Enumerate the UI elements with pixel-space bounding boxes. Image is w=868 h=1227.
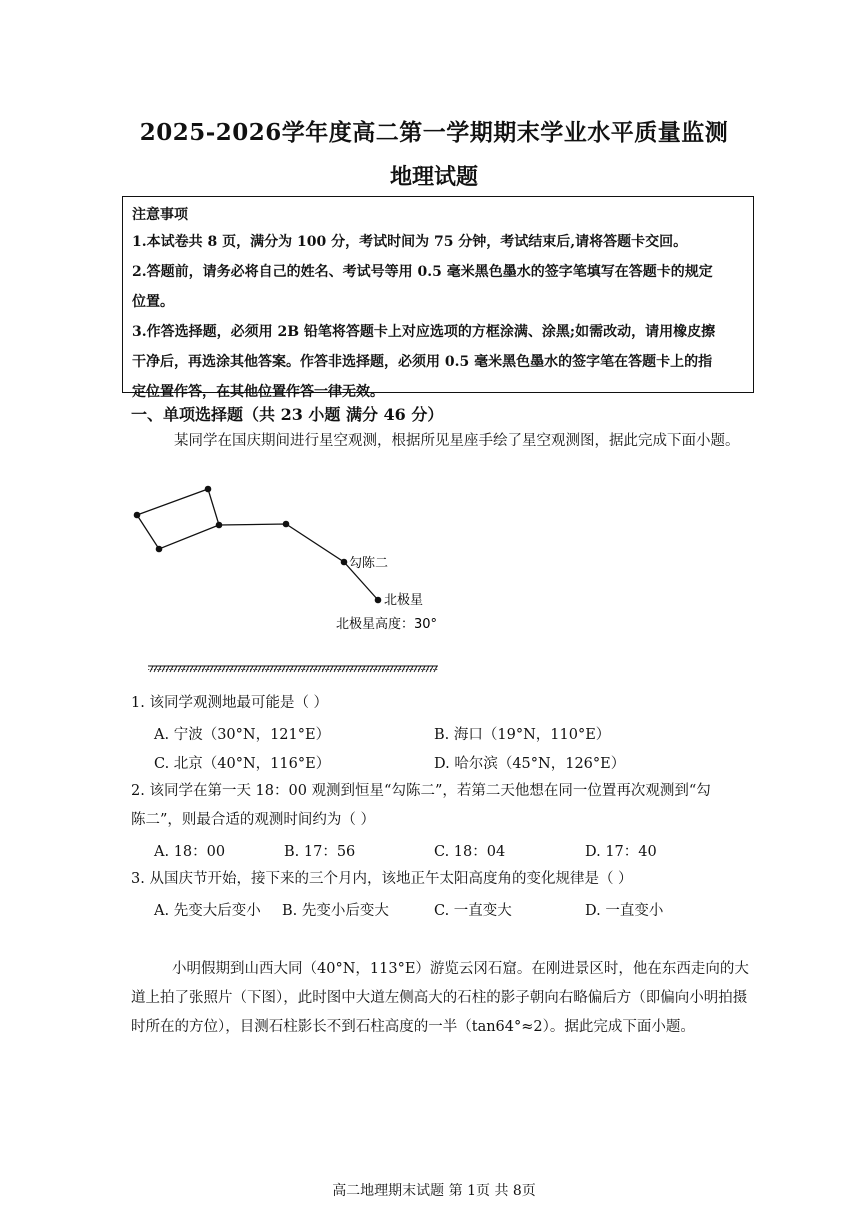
notice-line: 定位置作答，在其他位置作答一律无效。 <box>132 384 384 400</box>
q2-option-c[interactable]: C. 18：04 <box>434 844 506 860</box>
exam-title: 2025-2026学年度高二第一学期期末学业水平质量监测 <box>139 119 729 146</box>
q3-option-b[interactable]: B. 先变小后变大 <box>282 903 389 919</box>
star-dot <box>216 522 223 529</box>
q1-option-a[interactable]: A. 宁波（30°N，121°E） <box>154 727 331 743</box>
star-dot-polaris <box>375 597 382 604</box>
q2-option-a[interactable]: A. 18：00 <box>154 844 226 860</box>
exam-subject: 地理试题 <box>389 164 478 190</box>
star-dot <box>156 546 163 553</box>
question-1-stem: 1. 该同学观测地最可能是（ ） <box>131 695 329 711</box>
star-dot-gouchen <box>341 559 348 566</box>
q3-option-d[interactable]: D. 一直变小 <box>585 903 664 919</box>
star-label-polaris: 北极星 <box>384 593 424 608</box>
q2-option-d[interactable]: D. 17：40 <box>585 844 657 860</box>
q1-option-c[interactable]: C. 北京（40°N，116°E） <box>154 756 331 772</box>
figure-caption: 北极星高度：30° <box>336 617 438 632</box>
star-map-figure <box>120 478 460 678</box>
notice-line: 2.答题前，请务必将自己的姓名、考试号等用 0.5 毫米黑色墨水的签字笔填写在答题卡的规定 <box>132 264 713 280</box>
page-footer: 高二地理期末试题 第 1页 共 8页 <box>332 1183 536 1199</box>
section-intro: 某同学在国庆期间进行星空观测，根据所见星座手绘了星空观测图，据此完成下面小题。 <box>174 433 740 449</box>
notice-line: 1.本试卷共 8 页，满分为 100 分，考试时间为 75 分钟，考试结束后,请将答题卡交回。 <box>132 234 688 250</box>
question-3-stem: 3. 从国庆节开始，接下来的三个月内，该地正午太阳高度角的变化规律是（ ） <box>131 871 633 887</box>
q1-option-d[interactable]: D. 哈尔滨（45°N，126°E） <box>434 756 626 772</box>
q3-option-c[interactable]: C. 一直变大 <box>434 903 512 919</box>
star-dot <box>205 486 212 493</box>
question-2-stem: 2. 该同学在第一天 18：00 观测到恒星“勾陈二”，若第二天他想在同一位置再次观测到“勾 <box>131 783 711 799</box>
section-heading: 一、单项选择题（共 23 小题 满分 46 分） <box>131 405 444 424</box>
notice-box <box>122 196 754 400</box>
q1-option-b[interactable]: B. 海口（19°N，110°E） <box>434 727 611 743</box>
q2-option-b[interactable]: B. 17：56 <box>284 844 356 860</box>
q3-option-a[interactable]: A. 先变大后变小 <box>154 903 261 919</box>
star-dot <box>134 512 141 519</box>
notice-line: 3.作答选择题，必须用 2B 铅笔将答题卡上对应选项的方框涂满、涂黑;如需改动，请用橡皮擦 <box>132 324 716 340</box>
question-2-stem-cont: 陈二”，则最合适的观测时间约为（ ） <box>131 812 376 828</box>
passage-2: 小明假期到山西大同（40°N，113°E）游览云冈石窟。在刚进景区时，他在东西走向的大道上拍了张照片（下图），此时图中大道左侧高大的石柱的影子朝向右略偏后方（即偏向小明拍摄时所在的方位），目测石柱影长不到石柱高度的一半（tan64°≈2）。据此完成下面小题。 <box>131 961 749 1035</box>
notice-line: 干净后，再选涂其他答案。作答非选择题，必须用 0.5 毫米黑色墨水的签字笔在答题卡上的指 <box>132 354 713 370</box>
ground-hatch <box>150 666 437 672</box>
star-label-gouchen: 勾陈二 <box>349 556 389 571</box>
star-dot <box>283 521 290 528</box>
notice-line: 位置。 <box>132 294 174 310</box>
notice-title: 注意事项 <box>132 207 188 223</box>
